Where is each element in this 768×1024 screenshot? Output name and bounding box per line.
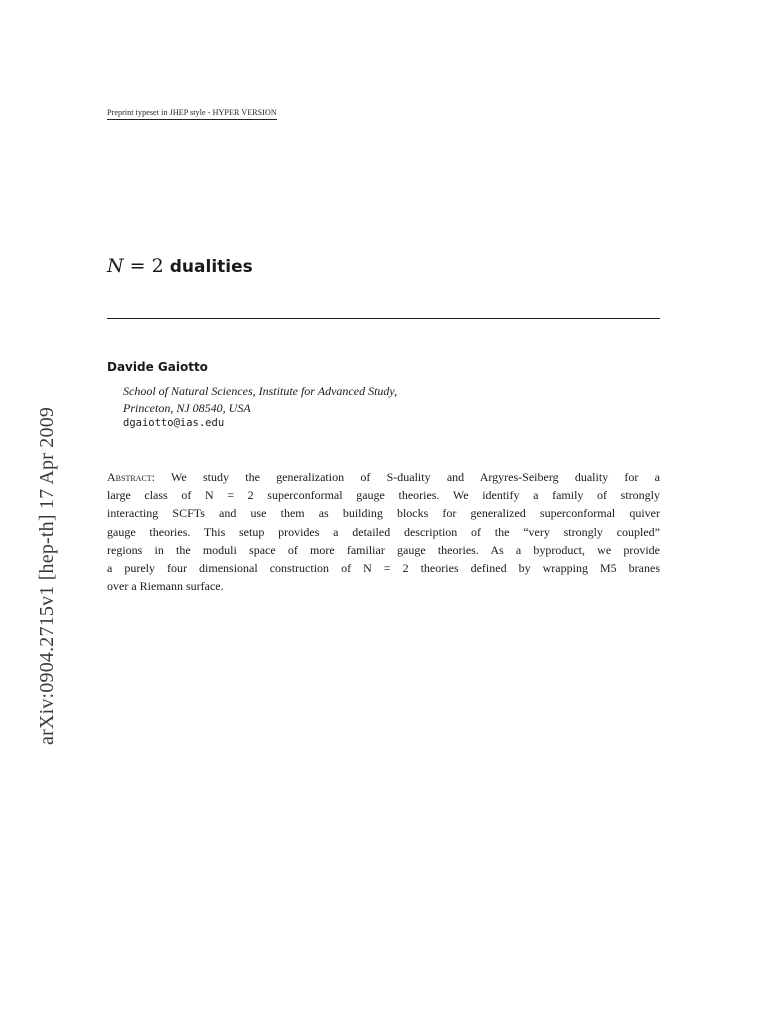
author-email[interactable]: dgaiotto@ias.edu <box>123 417 225 429</box>
arxiv-identifier-stamp: arXiv:0904.2715v1 [hep-th] 17 Apr 2009 <box>36 406 58 745</box>
abstract-line: over a Riemann surface. <box>107 579 224 594</box>
abstract-line: regions in the moduli space of more familiar gauge theories. As a byproduct, we provide <box>107 542 660 557</box>
preprint-note: Preprint typeset in JHEP style - HYPER VERSION <box>107 108 277 120</box>
author-name: Davide Gaiotto <box>107 360 208 374</box>
affiliation-line: School of Natural Sciences, Institute for Advanced Study, <box>123 384 398 398</box>
abstract-heading: Abstract: <box>107 470 156 484</box>
abstract-line <box>107 468 660 486</box>
abstract <box>107 468 660 595</box>
title-math-equals: = 2 <box>123 255 170 277</box>
abstract-line: large class of N = 2 superconformal gauge theories. We identify a family of strongly <box>107 488 660 503</box>
abstract-line-text: We study the generalization of S-duality and Argyres-Seiberg duality for a <box>155 470 660 484</box>
affiliation-line: Princeton, NJ 08540, USA <box>123 401 251 415</box>
title-math-variable: N <box>107 255 124 277</box>
paper-title <box>107 255 253 278</box>
title-word: dualities <box>169 257 253 277</box>
abstract-line: interacting SCFTs and use them as building blocks for generalized superconformal quiver <box>107 506 660 521</box>
abstract-line: a purely four dimensional construction of N = 2 theories defined by wrapping M5 branes <box>107 560 660 575</box>
abstract-line: gauge theories. This setup provides a detailed description of the “very strongly coupled” <box>107 524 660 539</box>
title-divider <box>107 318 660 319</box>
author-affiliation <box>123 383 397 417</box>
